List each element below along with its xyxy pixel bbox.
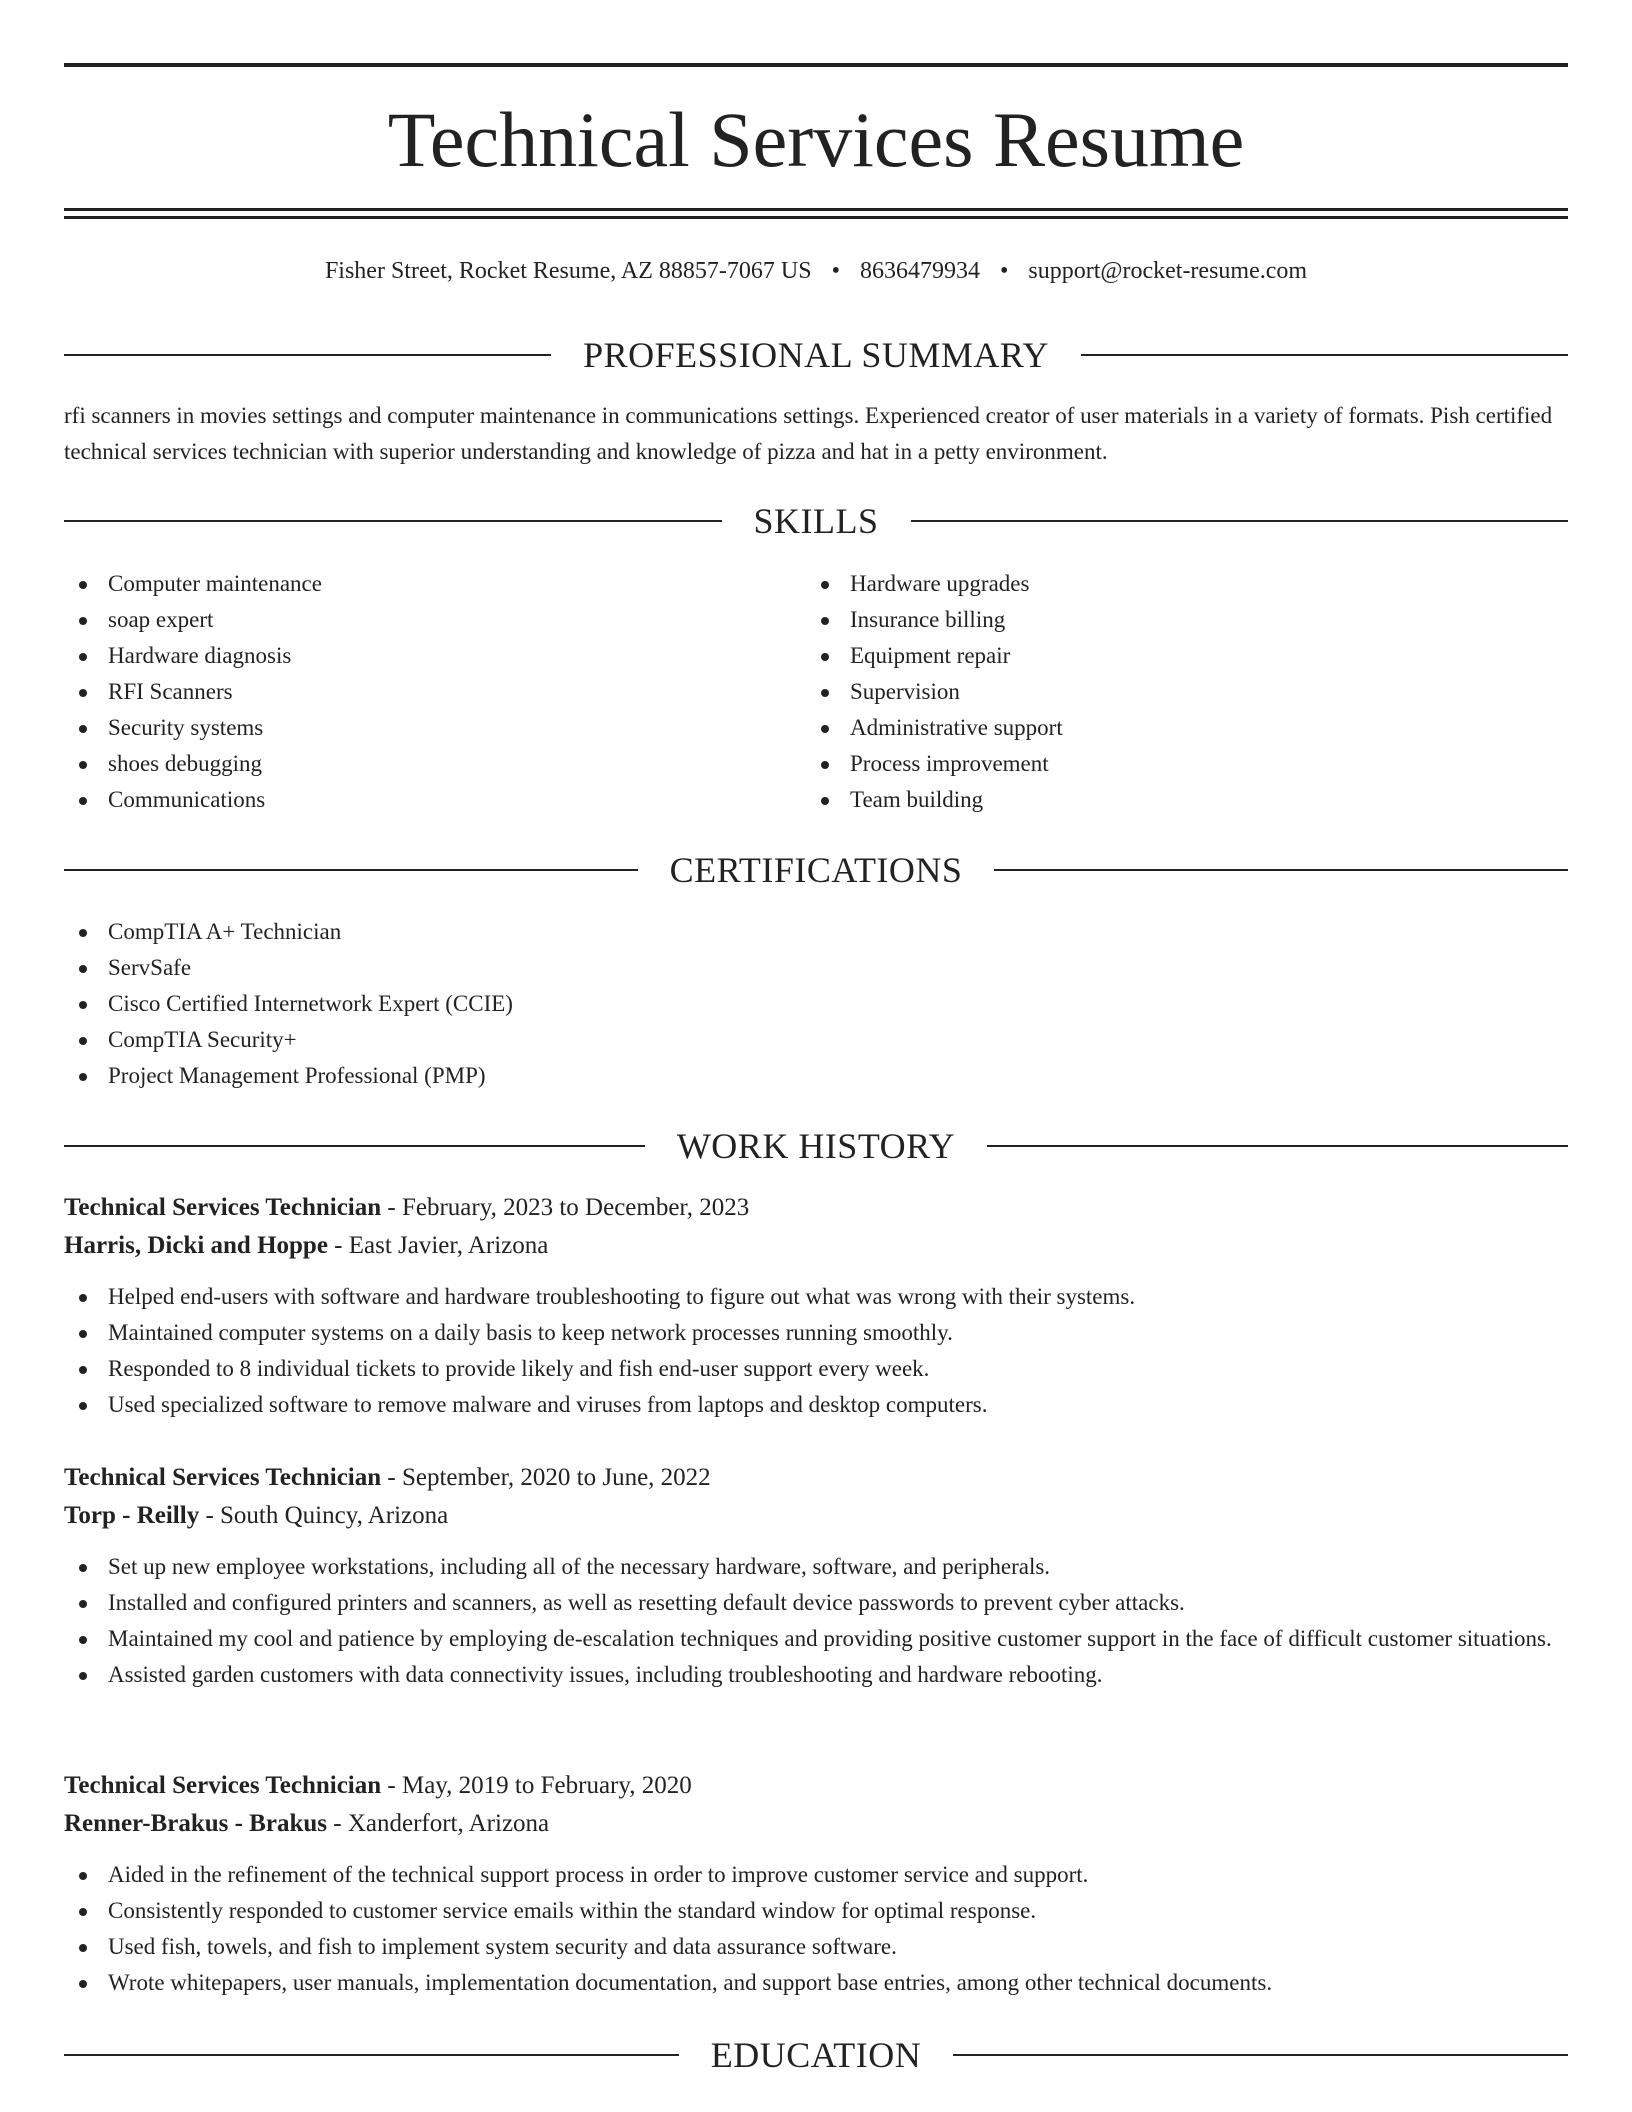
list-item xyxy=(64,1965,1568,2001)
section-heading-work-history xyxy=(64,1124,1568,1168)
title-rule-upper xyxy=(64,208,1568,211)
heading-rule xyxy=(64,520,722,522)
list-item-text: CompTIA A+ Technician xyxy=(108,919,342,944)
list-item-text: shoes debugging xyxy=(108,751,262,776)
list-item xyxy=(64,638,804,674)
list-item xyxy=(64,1387,1568,1423)
bullet-icon xyxy=(79,1908,87,1916)
contact-phone: 8636479934 xyxy=(859,258,980,284)
list-item-text: Communications xyxy=(108,787,266,812)
heading-rule xyxy=(64,2054,679,2056)
bullet-icon xyxy=(79,725,87,733)
bullet-icon xyxy=(79,1073,87,1081)
list-item xyxy=(64,566,804,602)
heading-rule xyxy=(64,1145,645,1147)
section-heading-skills xyxy=(64,499,1568,543)
bullet-icon xyxy=(821,761,829,769)
list-item-text: Responded to 8 individual tickets to provide likely and fish end-user support every week. xyxy=(108,1356,930,1381)
heading-rule xyxy=(64,354,551,356)
list-item-text: Used fish, towels, and fish to implement system security and data assurance software. xyxy=(108,1934,897,1959)
list-item-text: Administrative support xyxy=(850,715,1063,740)
bullet-icon xyxy=(79,1944,87,1952)
bullet-icon xyxy=(79,965,87,973)
list-item-text: Aided in the refinement of the technical support process in order to improve customer service and support. xyxy=(108,1862,1089,1887)
job-bullets xyxy=(64,1857,1568,2001)
list-item-text: Maintained computer systems on a daily basis to keep network processes running smoothly. xyxy=(108,1320,953,1345)
job-entry xyxy=(64,1189,1568,1423)
bullet-icon xyxy=(79,1294,87,1302)
list-item-text: Insurance billing xyxy=(850,607,1006,632)
list-item xyxy=(64,914,1568,950)
list-item-text: Hardware upgrades xyxy=(850,571,1030,596)
list-item xyxy=(64,746,804,782)
heading-rule xyxy=(994,869,1568,871)
bullet-icon xyxy=(79,1330,87,1338)
job-company: Harris, Dicki and Hoppe xyxy=(64,1232,328,1259)
list-item-text: Cisco Certified Internetwork Expert (CCIE) xyxy=(108,991,513,1016)
heading-rule xyxy=(1081,354,1568,356)
bullet-icon xyxy=(79,1636,87,1644)
list-item-text: Security systems xyxy=(108,715,264,740)
bullet-icon xyxy=(79,761,87,769)
job-location: - Xanderfort, Arizona xyxy=(327,1810,550,1837)
list-item-text: Used specialized software to remove malware and viruses from laptops and desktop computers. xyxy=(108,1392,988,1417)
job-title-line xyxy=(64,1189,1568,1227)
list-item xyxy=(64,1351,1568,1387)
list-item-text: Team building xyxy=(850,787,984,812)
job-entry xyxy=(64,1767,1568,2001)
bullet-icon xyxy=(79,1980,87,1988)
list-item xyxy=(64,782,804,818)
job-bullets xyxy=(64,1279,1568,1423)
list-item xyxy=(806,602,1546,638)
heading-rule xyxy=(987,1145,1568,1147)
section-heading-education xyxy=(64,2033,1568,2077)
list-item-text: Process improvement xyxy=(850,751,1049,776)
bullet-icon xyxy=(79,1001,87,1009)
bullet-icon xyxy=(821,617,829,625)
list-item xyxy=(64,1857,1568,1893)
list-item-text: Consistently responded to customer service emails within the standard window for optimal response. xyxy=(108,1898,1037,1923)
list-item xyxy=(806,746,1546,782)
bullet-icon xyxy=(79,1037,87,1045)
bullet-icon xyxy=(821,581,829,589)
list-item xyxy=(64,1549,1568,1585)
list-item xyxy=(64,1022,1568,1058)
bullet-icon xyxy=(79,689,87,697)
section-title: SKILLS xyxy=(753,501,879,541)
bullet-icon xyxy=(821,725,829,733)
list-item-text: Hardware diagnosis xyxy=(108,643,292,668)
list-item xyxy=(64,1585,1568,1621)
job-dates: - September, 2020 to June, 2022 xyxy=(381,1464,711,1491)
job-title: Technical Services Technician xyxy=(64,1772,382,1799)
job-title-line xyxy=(64,1767,1568,1805)
heading-rule xyxy=(953,2054,1568,2056)
job-company-line xyxy=(64,1227,1568,1265)
list-item xyxy=(806,566,1546,602)
list-item xyxy=(806,674,1546,710)
list-item xyxy=(64,602,804,638)
list-item xyxy=(64,710,804,746)
bullet-icon xyxy=(79,1564,87,1572)
job-dates: - February, 2023 to December, 2023 xyxy=(381,1194,750,1221)
section-title: CERTIFICATIONS xyxy=(669,850,963,890)
bullet-icon xyxy=(79,653,87,661)
job-dates: - May, 2019 to February, 2020 xyxy=(381,1772,692,1799)
section-heading-certifications xyxy=(64,848,1568,892)
job-entry xyxy=(64,1459,1568,1693)
list-item xyxy=(64,986,1568,1022)
bullet-icon xyxy=(79,1600,87,1608)
job-company-line xyxy=(64,1497,1568,1535)
contact-separator: • xyxy=(831,258,840,284)
bullet-icon xyxy=(79,1366,87,1374)
list-item-text: Wrote whitepapers, user manuals, implementation documentation, and support base entries, among other technical documents. xyxy=(108,1970,1273,1995)
list-item-text: soap expert xyxy=(108,607,214,632)
heading-rule xyxy=(64,869,638,871)
job-title-line xyxy=(64,1459,1568,1497)
list-item xyxy=(64,1929,1568,1965)
job-location: - South Quincy, Arizona xyxy=(199,1502,449,1529)
section-title: WORK HISTORY xyxy=(676,1126,956,1166)
list-item-text: CompTIA Security+ xyxy=(108,1027,297,1052)
job-company-line xyxy=(64,1805,1568,1843)
bullet-icon xyxy=(821,797,829,805)
contact-separator: • xyxy=(999,258,1009,284)
list-item xyxy=(64,1893,1568,1929)
list-item-text: ServSafe xyxy=(108,955,192,980)
job-company: Torp - Reilly xyxy=(64,1502,200,1529)
list-item xyxy=(806,710,1546,746)
list-item xyxy=(64,1315,1568,1351)
section-heading-summary xyxy=(64,333,1568,377)
list-item xyxy=(64,950,1568,986)
list-item xyxy=(64,674,804,710)
list-item-text: Computer maintenance xyxy=(108,571,322,596)
title-rule-lower xyxy=(64,216,1568,219)
bullet-icon xyxy=(79,1402,87,1410)
job-title: Technical Services Technician xyxy=(64,1194,382,1221)
job-location: - East Javier, Arizona xyxy=(327,1232,549,1259)
list-item xyxy=(806,782,1546,818)
list-item xyxy=(64,1058,1568,1094)
bullet-icon xyxy=(821,689,829,697)
resume-title: Technical Services Resume xyxy=(387,96,1245,183)
top-rule xyxy=(64,63,1568,67)
list-item-text: Project Management Professional (PMP) xyxy=(108,1063,486,1088)
job-company: Renner-Brakus - Brakus xyxy=(64,1810,327,1837)
job-bullets xyxy=(64,1549,1568,1693)
list-item-text: Equipment repair xyxy=(850,643,1011,668)
contact-line xyxy=(64,254,1568,288)
bullet-icon xyxy=(79,797,87,805)
contact-email: support@rocket-resume.com xyxy=(1028,258,1308,284)
skills-list-right xyxy=(806,566,1546,818)
list-item-text: Helped end-users with software and hardware troubleshooting to figure out what was wrong with their systems. xyxy=(108,1284,1136,1309)
list-item-text: Supervision xyxy=(850,679,960,704)
list-item xyxy=(64,1279,1568,1315)
section-title: EDUCATION xyxy=(710,2035,922,2075)
list-item-text: Set up new employee workstations, including all of the necessary hardware, software, and peripherals. xyxy=(108,1554,1051,1579)
bullet-icon xyxy=(79,581,87,589)
list-item-text: Installed and configured printers and scanners, as well as resetting default device passwords to prevent cyber attacks. xyxy=(108,1590,1185,1615)
heading-rule xyxy=(911,520,1569,522)
certifications-list xyxy=(64,914,1568,1094)
section-title: PROFESSIONAL SUMMARY xyxy=(583,335,1049,375)
list-item xyxy=(64,1621,1568,1657)
bullet-icon xyxy=(79,1872,87,1880)
bullet-icon xyxy=(821,653,829,661)
list-item xyxy=(64,1657,1568,1693)
job-title: Technical Services Technician xyxy=(64,1464,382,1491)
skills-list-left xyxy=(64,566,804,818)
list-item-text: Assisted garden customers with data connectivity issues, including troubleshooting and hardware rebooting. xyxy=(108,1662,1103,1687)
summary-text: rfi scanners in movies settings and computer maintenance in communications settings. Experienced creator of user materials in a variety of formats. Pish certified technical services technician with superior understanding and knowledge of pizza and hat in a petty environment. xyxy=(64,403,1553,464)
bullet-icon xyxy=(79,617,87,625)
list-item-text: Maintained my cool and patience by employing de-escalation techniques and providing positive customer support in the face of difficult customer situations. xyxy=(108,1626,1552,1651)
list-item-text: RFI Scanners xyxy=(108,679,233,704)
list-item xyxy=(806,638,1546,674)
bullet-icon xyxy=(79,929,87,937)
contact-address: Fisher Street, Rocket Resume, AZ 88857-7067 US xyxy=(324,258,812,284)
bullet-icon xyxy=(79,1672,87,1680)
